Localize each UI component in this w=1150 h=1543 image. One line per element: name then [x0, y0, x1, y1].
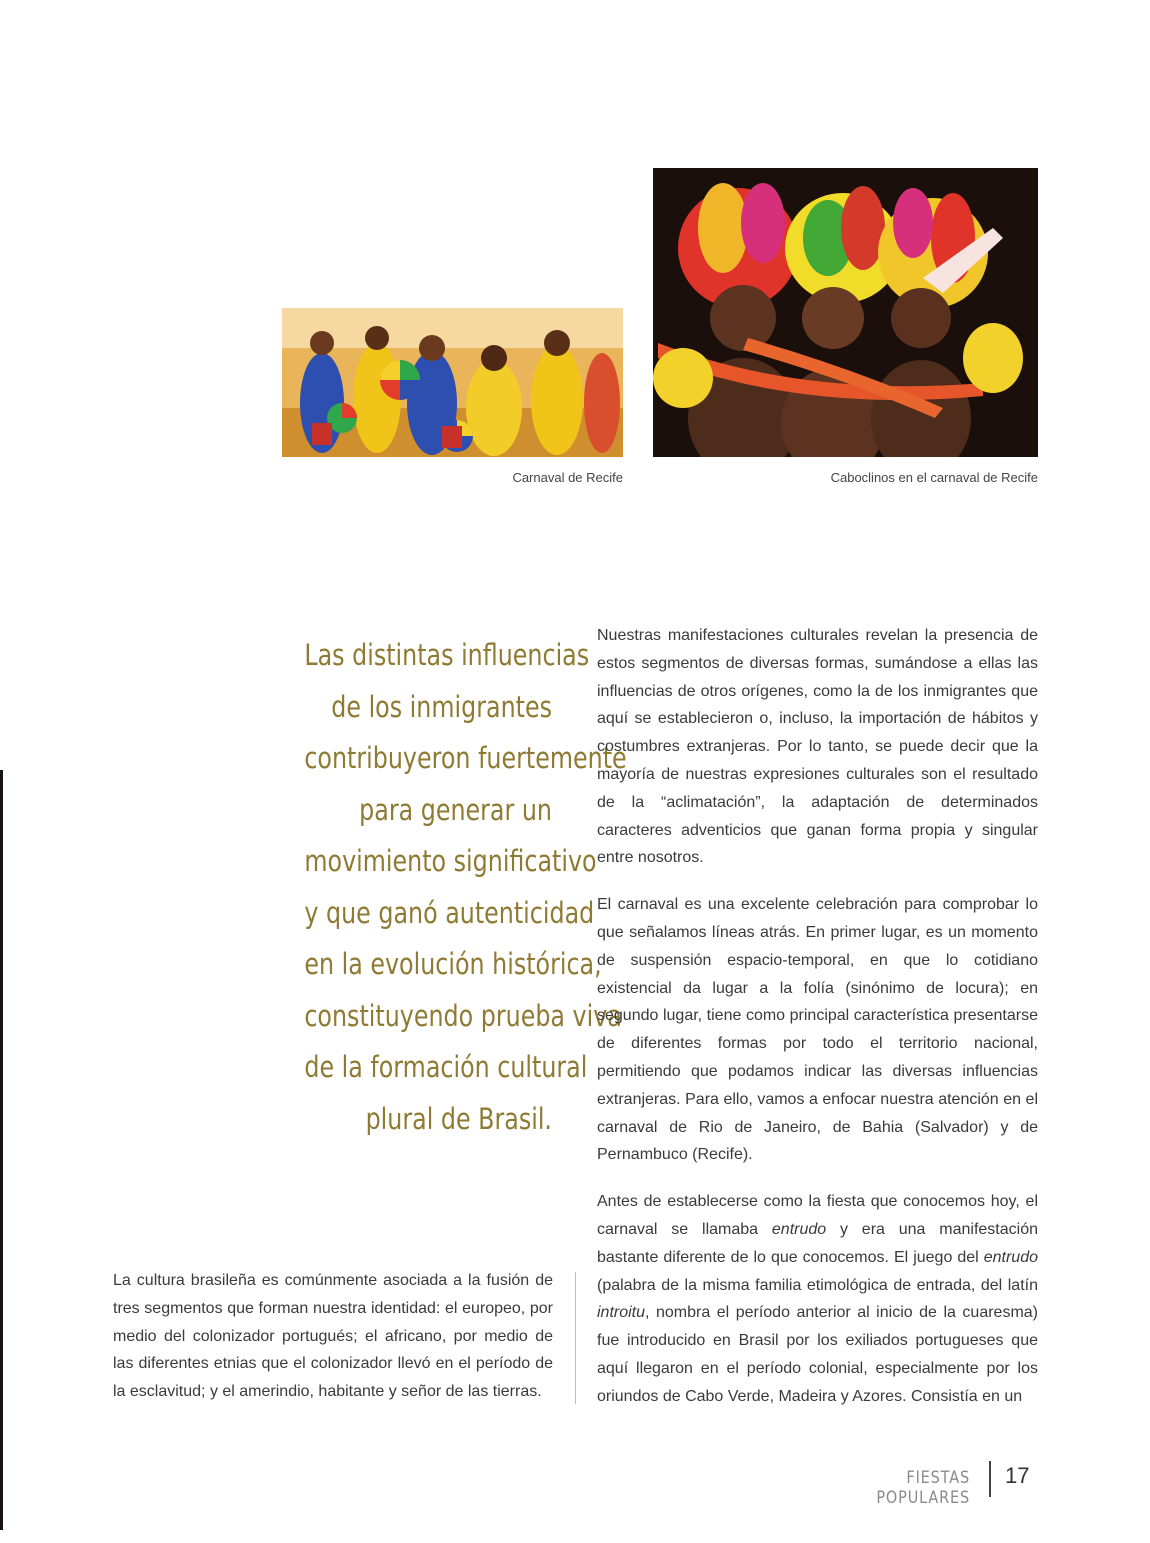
pull-quote-line: de los inmigrantes — [331, 689, 552, 724]
footer-divider — [989, 1461, 991, 1497]
page-edge-line — [0, 770, 3, 1530]
text-run: y era una manifestación bastante diferente de lo que conocemos. El juego del — [597, 1220, 1038, 1266]
section-label: FIESTAS POPULARES — [876, 1468, 970, 1508]
intro-paragraph: La cultura brasileña es comúnmente asociada a la fusión de tres segmentos que forman nuestra identidad: el europeo, por medio del colonizador portugués; el africano, por medio de las diferentes etnias que el colonizador llevó en el período de la esclavitud; y el amerindio, habitante y señor de las tierras. — [113, 1272, 553, 1401]
pull-quote — [304, 630, 627, 1145]
left-column-text — [113, 1267, 553, 1425]
italic-term: entrudo — [983, 1248, 1038, 1266]
italic-term: entrudo — [771, 1220, 827, 1238]
pull-quote-line: plural de Brasil. — [365, 1101, 552, 1136]
body-paragraph: El carnaval es una excelente celebración para comprobar lo que señalamos líneas atrás. En primer lugar, es un momento de suspensión espacio-temporal, en que lo cotidiano existencial da lugar a la folía (sinónimo de locura); en segundo lugar, tiene como principal característica presentarse de diferentes formas por todo el territorio nacional, permitiendo que podamos indicar las diversas influencias extranjeras. Para ello, vamos a enfocar nuestra atención en el carnaval de Rio de Janeiro, de Bahia (Salvador) y de Pernambuco (Recife). — [597, 896, 1038, 1164]
caboclinos-photo-illustration — [653, 168, 1038, 457]
pull-quote-line: para generar un — [359, 792, 552, 827]
italic-term: introitu — [597, 1304, 646, 1322]
pull-quote-line: Las distintas influencias — [304, 638, 590, 672]
pull-quote-line: y que ganó autenticidad — [304, 895, 595, 930]
right-column-text — [597, 622, 1038, 1430]
pull-quote-line: en la evolución histórica, — [304, 947, 602, 981]
column-divider — [575, 1272, 576, 1404]
pull-quote-line: contribuyeron fuertemente — [304, 741, 627, 775]
page-number: 17 — [1005, 1463, 1030, 1488]
pull-quote-line: movimiento significativo — [304, 844, 597, 878]
text-run: , nombra el período anterior al inicio de la cuaresma) fue introducido en Brasil por los exiliados portugueses que aquí llegaron en el período colonial, especialmente por los oriundos de Cabo Verde, Madeira y Azores. Consistía en un — [597, 1304, 1038, 1405]
carnival-photo-illustration — [282, 308, 623, 457]
text-run: Antes de establecerse como la fiesta que conocemos hoy, el carnaval se llamaba — [597, 1193, 1038, 1238]
pull-quote-line: de la formación cultural — [304, 1050, 588, 1084]
photo-caption-left: Carnaval de Recife — [512, 470, 623, 485]
text-run: (palabra de la misma familia etimológica de entrada, del latín — [597, 1276, 1038, 1294]
body-paragraph: Nuestras manifestaciones culturales revelan la presencia de estos segmentos de diversas formas, sumándose a ellas las influencias de otros orígenes, como la de los inmigrantes que aquí se establecieron o, incluso, la importación de hábitos y costumbres extranjeras. Por lo tanto, se puede decir que la mayoría de nuestras expresiones culturales son el resultado de la “aclimatación”, la adaptación de determinados caracteres adventicios que ganan forma propia y singular entre nosotros. — [597, 627, 1038, 867]
photo-caption-right: Caboclinos en el carnaval de Recife — [830, 470, 1038, 485]
carnival-photo — [282, 308, 623, 457]
pull-quote-line: constituyendo prueba viva — [304, 998, 622, 1033]
body-paragraph — [597, 1188, 1038, 1410]
caboclinos-photo — [653, 168, 1038, 457]
